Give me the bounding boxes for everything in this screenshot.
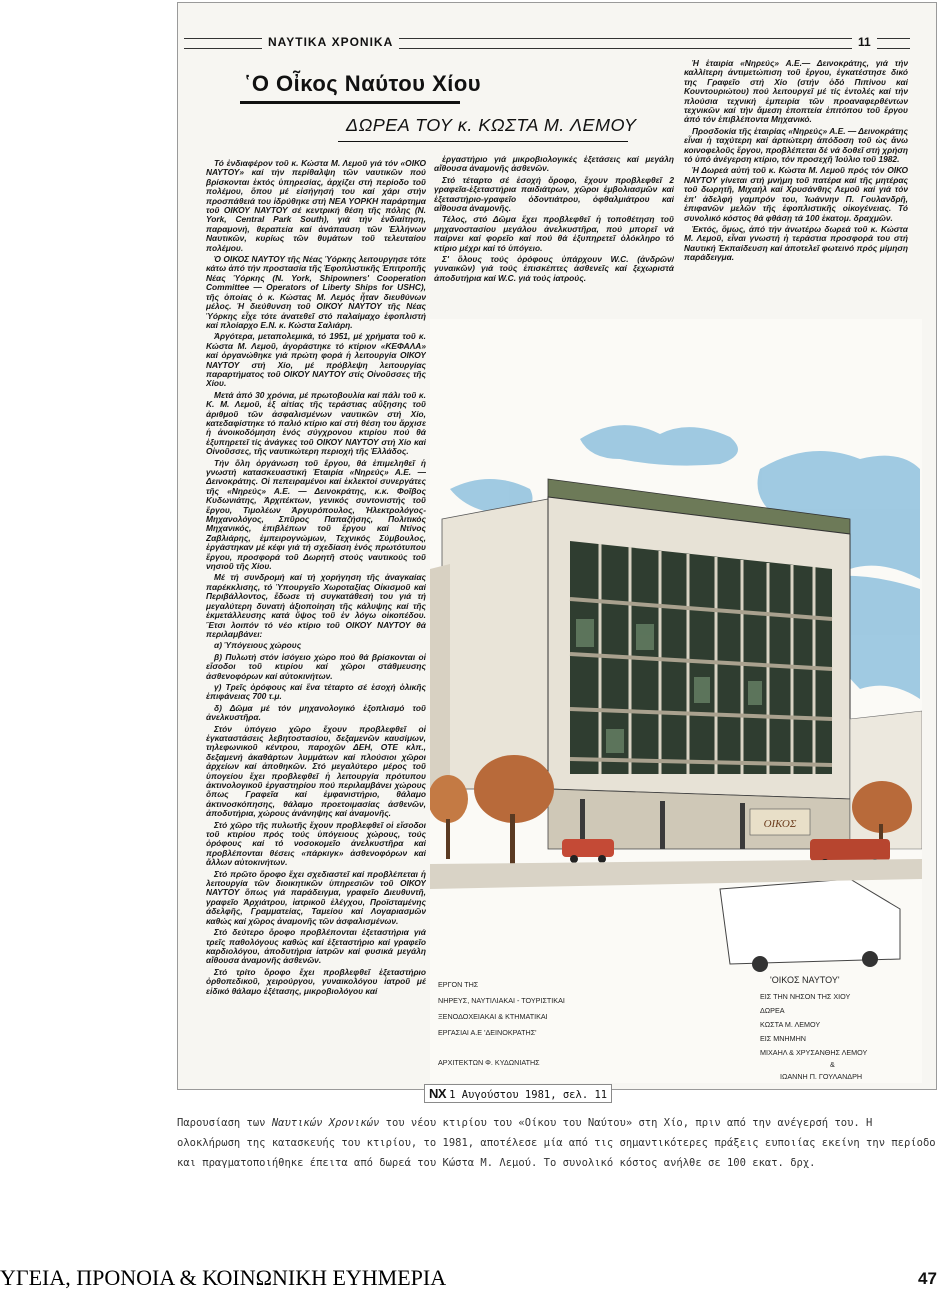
source-citation bbox=[424, 1084, 612, 1103]
drawing-label: ΝΗΡΕΥΣ, ΝΑΥΤΙΛΙΑΚΑΙ - ΤΟΥΡΙΣΤΙΚΑΙ bbox=[438, 996, 565, 1005]
footer-section-title: ΥΓΕΙΑ, ΠΡΟΝΟΙΑ & ΚΟΙΝΩΝΙΚΗ ΕΥΗΜΕΡΙΑ bbox=[0, 1265, 447, 1290]
figure-caption bbox=[177, 1113, 937, 1173]
article-column-left bbox=[206, 159, 426, 1087]
drawing-label: & bbox=[830, 1060, 835, 1069]
nx-logo: NX bbox=[429, 1086, 447, 1101]
citation-text: 1 Αυγούστου 1981, σελ. 11 bbox=[449, 1089, 608, 1101]
paragraph: Τήν ὅλη ὀργάνωση τοῦ ἔργου, θά ἐπιμεληθεῖ ἡ γνωστή κατασκευαστική Ἑταιρία «Νηρεύς» Α.Ε. — Δεινοκράτης. Οἱ πεπειραμένοι καί ἐκλεκτοί συνεργάτες τῆς «Νηρεύς» Α.Ε. — Δεινοκράτης, κ.κ. Φοῖβος Κυδωνιάτης, Ἀρχιτέκτων, γενικός συντονιστής τοῦ ἔργου, Τιμολέων Ἀργυρόπουλος, Ἠλεκτρολόγος-Μηχανολόγος, Σπῦρος Παπαζήσης, Πολιτικός Μηχανικός, ἐπιβλέπων τοῦ ἔργου καί Ντίνος Ζαβλιάρης, ἐμπειρογνώμων, Τεχνικός Σύμβουλος, ἐργάστηκαν μέ κέφι γιά τή σχεδίαση ἑνός πρωτότυπου ἔργου, προσφορά τοῦ Δωρητῆ στούς ναυτικούς τοῦ νησιοῦ τῆς Χίου. bbox=[206, 457, 426, 572]
entrance-sign-text: ΟΙΚΟΣ bbox=[763, 818, 797, 830]
subhead-rule bbox=[338, 141, 628, 142]
building-illustration bbox=[430, 319, 922, 1083]
drawing-label: ΕΙΣ ΜΝΗΜΗΝ bbox=[760, 1034, 806, 1043]
paragraph: Προσδοκία τῆς ἑταιρίας «Νηρεύς» Α.Ε. — Δεινοκράτης εἶναι ἡ ταχύτερη καί ἀρτιώτερη ἀπόδοση τοῦ ὡς ἄνω κοινοφελοῦς ἔργου, προβλέπεται δέ νά δοθεῖ στή χρήση τό ὑπό ἀνέγερση κτίριο, τόν προσεχῆ Ἰούλιο τοῦ 1982. bbox=[684, 125, 908, 165]
paragraph: Ἡ ἑταιρία «Νηρεύς» Α.Ε.— Δεινοκράτης, γιά τήν καλλίτερη ἀντιμετώπιση τοῦ ἔργου, ἐγκατέστησε δικό της Γραφεῖο στή Χίο (στήν ὁδό Πιπίνου καί Κουντουριώτου) πού λειτουργεῖ μέ τίς ἐντολές καί τήν πλούσια τεχνική ἐμπειρία τῶν προαναφερθέντων τεχνικῶν καί τήν ἄμεση ἐποπτεία ἐπιτόπου τοῦ ἔργου ἀπό τόν ἐπιβλέποντα Μηχανικό. bbox=[684, 59, 908, 125]
footer-page-number: 47 bbox=[918, 1269, 937, 1288]
window-grid bbox=[570, 541, 832, 774]
drawing-label: 'ΟΙΚΟΣ ΝΑΥΤΟΥ' bbox=[770, 975, 840, 985]
list-item: γ) Τρεῖς ὀρόφους καί ἕνα τέταρτο σέ ἐσοχή ὁλικῆς ἐπιφάνειας 700 τ.μ. bbox=[206, 681, 426, 702]
drawing-label: ΚΩΣΤΑ Μ. ΛΕΜΟΥ bbox=[760, 1020, 821, 1029]
car bbox=[720, 879, 900, 972]
article-headline: ῾Ο Οἶκος Ναύτου Χίου bbox=[244, 71, 482, 96]
drawing-label: ΕΡΓΟΝ ΤΗΣ bbox=[438, 980, 479, 989]
article-column-right bbox=[684, 59, 908, 299]
drawing-label: ΙΩΑΝΝΗ Π. ΓΟΥΛΑΝΔΡΗ bbox=[780, 1072, 863, 1081]
article-column-middle bbox=[434, 155, 674, 305]
paragraph: Στόν ὑπόγειο χῶρο ἔχουν προβλεφθεῖ οἱ ἐγκαταστάσεις λεβητοστασίου, δεξαμενῶν καυσίμων, τηλεφωνικοῦ κέντρου, παροχῶν ΔΕΗ, ΟΤΕ κλπ., δεξαμενή ἀκαθάρτων λυμμάτων καί πλούσιοι χῶροι ἀρχείων καί ἀποθηκῶν. Στό μεγαλύτερο μέρος τοῦ ὑπογείου ἔχει προβλεφθεῖ ἡ λειτουργία πρότυπου ἀκτινολογικοῦ ἐργαστηρίου πού περιλαμβάνει χώρους ὅπως Γραφεῖα καί ἐμφανιστήριο, θάλαμο ἀκτινοσκόπησης, θάλαμο προετοιμασίας ἀσθενῶν, ἀποδυτήρια, χώρους ἀνάνηψης καί ἀναμονῆς. bbox=[206, 723, 426, 819]
caption-part: του νέου κτιρίου του «Οίκου του Ναύτου» στη Χίο, πριν από την ανέγερσή του. Η ολοκλήρωση της κατασκευής του κτιρίου, το 1981, αποτέλεσε μία από τις σημαντικότερες πράξεις ευποιίας εκείνη την περίοδο και πραγματοποιήθηκε έπειτα από δωρεά του Κώστα Μ. Λεμού. Το συνολικό κόστος ανήλθε σε 100 εκατ. δρχ. bbox=[177, 1117, 936, 1169]
paragraph: Μετά ἀπό 30 χρόνια, μέ πρωτοβουλία καί πάλι τοῦ κ. Κ. Μ. Λεμοῦ, ἐξ αἰτίας τῆς τεράστιας αὔξησης τοῦ ἀριθμοῦ τῶν ἀσφαλισμένων ναυτικῶν στή Χίο, κατεδαφίστηκε τό παλιό κτίριο καί στή θέση του ἄρχισε ἡ ἀνοικοδόμηση ἑνός σύγχρονου κτιρίου πού θά ἐξυπηρετεῖ τίς ἀνάγκες τοῦ ΟΙΚΟΥ ΝΑΥΤΟΥ στή Χίο καί Οἰνοῦσσες, τῆς ναυτικώτερη περιοχή τῆς Ἑλλάδος. bbox=[206, 389, 426, 457]
side-wall bbox=[442, 499, 548, 789]
list-item: β) Πυλωτή στόν ἰσόγειο χώρο πού θά βρίσκονται οἱ εἴσοδοι τοῦ κτιρίου καί χῶροι στάθμευσης ἀσθενοφόρων καί αὐτοκινήτων. bbox=[206, 651, 426, 681]
newspaper-clipping bbox=[177, 2, 937, 1090]
entrance-sign bbox=[750, 809, 810, 835]
article-subhead: ΔΩΡΕΑ ΤΟΥ κ. ΚΩΣΤΑ Μ. ΛΕΜΟΥ bbox=[346, 115, 637, 135]
drawing-label: ΔΩΡΕΑ bbox=[760, 1006, 785, 1015]
masthead bbox=[184, 35, 910, 51]
drawing-label: ΞΕΝΟΔΟΧΕΙΑΚΑΙ & ΚΤΗΜΑΤΙΚΑΙ bbox=[438, 1012, 548, 1021]
drawing-label: ΑΡΧΙΤΕΚΤΩΝ Φ. ΚΥΔΩΝΙΑΤΗΣ bbox=[438, 1058, 540, 1067]
section-title: ΝΑΥΤΙΚΑ ΧΡΟΝΙΚΑ bbox=[262, 35, 399, 49]
drawing-label: ΕΙΣ ΤΗΝ ΝΗΣΟΝ ΤΗΣ ΧΙΟΥ bbox=[760, 992, 851, 1001]
caption-part: Παρουσίαση των bbox=[177, 1117, 272, 1129]
paragraph: Μέ τή συνδρομή καί τή χορήγηση τῆς ἀναγκαίας παρέκκλισης, τό Ὑπουργεῖο Χωροταξίας Οἰκισμοῦ καί Περιβάλλοντος, ἔδωσε τή συγκατάθεσή του γιά τή μεγαλύτερη δυνατή ἀξιοποίηση τῆς κάλυψης καί τῆς ἐκμετάλλευσης κατά ὕψος τοῦ ἐν λόγω οἰκοπέδου. Ἔτσι λοιπόν τό νέο κτίριο τοῦ ΟΙΚΟΥ ΝΑΥΤΟΥ θά περιλαμβάνει: bbox=[206, 572, 426, 639]
caption-publication: Ναυτικών Χρονικών bbox=[271, 1117, 380, 1129]
paragraph: Στό χῶρο τῆς πυλωτῆς ἔχουν προβλεφθεῖ οἱ εἴσοδοι τοῦ κτιρίου πρός τούς ὑπόγειους χώρους, τούς ὀρόφους καί τό νοσοκομεῖο ἀνελκυστῆρα καί προβλέπονται θέσεις «πάρκιγκ» ἀσθενοφόρων καί ἄλλων αὐτοκινήτων. bbox=[206, 819, 426, 868]
paragraph: ἐργαστήριο γιά μικροβιολογικές ἐξετάσεις καί μεγάλη αἴθουσα ἀναμονῆς ἀσθενῶν. bbox=[434, 155, 674, 174]
paragraph: Στό δεύτερο ὄροφο προβλέπονται ἐξεταστήρια γιά τρεῖς παθολόγους καθώς καί ἐξεταστήριο καί γραφεῖο καρδιολόγου, ἀποδυτήρια ἰατρῶν καί φυσικά μεγάλη αἴθουσα ἀναμονῆς ἀσθενῶν. bbox=[206, 927, 426, 966]
paragraph: Ἀργότερα, μεταπολεμικά, τό 1951, μέ χρήματα τοῦ κ. Κώστα Μ. Λεμοῦ, ἀγοράστηκε τό κτίριον «ΚΕΦΑΛΑ» καί ὀργανώθηκε γιά πρώτη φορά ἡ λειτουργία ΟΙΚΟΥ ΝΑΥΤΟΥ στή Χίο, μέ πρόβλεψη λειτουργίας παραρτήματος τοῦ ΟΙΚΟΥ ΝΑΥΤΟΥ στίς Οἰνοῦσσες τῆς Χίου. bbox=[206, 331, 426, 389]
clipping-page-number: 11 bbox=[852, 35, 877, 49]
paragraph: Ἐκτός, ὅμως, ἀπό τήν ἀνωτέρω δωρεά τοῦ κ. Κώστα Μ. Λεμοῦ, εἶναι γνωστή ἡ τεράστια προσφορά του στή Ναυτική Ἐκπαίδευση καί ἀποτελεῖ φωτεινό πρός μίμηση παράδειγμα. bbox=[684, 223, 908, 263]
drawing-label: ΕΡΓΑΣΙΑΙ Α.Ε 'ΔΕΙΝΟΚΡΑΤΗΣ' bbox=[438, 1028, 537, 1037]
paragraph: Τέλος, στό Δῶμα ἔχει προβλεφθεῖ ἡ τοποθέτηση τοῦ μηχανοστασίου μεγάλου ἀνελκυστῆρα, πού μπορεῖ νά παίρνει καί φορεῖο καί πού θά ἐξυπηρετεῖ ὁλόκληρο τό κτίριο μέχρι καί τό ὑπόγειο. bbox=[434, 214, 674, 253]
headline-rule bbox=[240, 101, 460, 104]
list-item: α) Ὑπόγειους χώρους bbox=[214, 640, 302, 651]
paragraph: Ὁ ΟΙΚΟΣ ΝΑΥΤΟΥ τῆς Νέας Ὑόρκης λειτουργησε τότε κάτω ἀπό τήν προστασία τῆς Ἐφοπλιστικῆς Ἐπιτροπῆς Νέας Ὑόρκης (Ν. York, Shipowners' Cooperation Committee — Operators of Liberty Ships for USHC), τῆς ὁποίας ὁ κ. Κώστας Μ. Λεμός ἦταν διευθύνων μέλος. Ἡ διεύθυνση τοῦ ΟΙΚΟΥ ΝΑΥΤΟΥ τῆς Νέας Ὑόρκης εἶχε τότε ἀνατεθεῖ στό παλαίμαχο ἐφοπλιστή καί πλοίαρχο Ε.Ν. κ. Κώστα Σαλιάρη. bbox=[206, 254, 426, 330]
paragraph: Τό ἐνδιαφέρον τοῦ κ. Κώστα Μ. Λεμοῦ γιά τόν «ΟΙΚΟ ΝΑΥΤΟΥ» καί τήν περίθαλψη τῶν ναυτικῶν πού βρίσκονται ἐκτός ὑπηρεσίας, ἀρχίζει στή περίοδο τοῦ πολέμου, ὅπου μέ εἰσήγησή του καί χάρι στήν προσπάθειά του ἱδρύθηκε στή ΝΕΑ ΥΟΡΚΗ παράρτημα τοῦ ΟΙΚΟΥ ΝΑΥΤΟΥ σέ κεντρική θέση τῆς πόλης (Ν. York, Central Park South), γιά τήν ἐνδιαίτηση, παραμονή, θεραπεία καί ἀνάπαυση τῶν Ἑλλήνων Ναυτικῶν, κυρίως τῶν θυμάτων τοῦ τελευταίου πολέμου. bbox=[206, 159, 426, 253]
list-item: δ) Δῶμα μέ τόν μηχανολογικό ἐξοπλισμό τοῦ ἀνελκυστῆρα. bbox=[206, 702, 426, 723]
drawing-label: ΜΙΧΑΗΛ & ΧΡΥΣΑΝΘΗΣ ΛΕΜΟΥ bbox=[760, 1048, 868, 1057]
paragraph: Στό τέταρτο σέ ἐσοχή ὄροφο, ἔχουν προβλεφθεῖ 2 γραφεῖα-ἐξεταστήρια παιδιάτρων, χῶροι ἐμβολιασμῶν καί ἐξεταστήριο-γραφεῖο ὀδοντιάτρου, ὀφθαλμιάτρου καί αἴθουσα ἀναμονῆς. bbox=[434, 174, 674, 214]
paragraph: Στό πρῶτο ὄροφο ἔχει σχεδιαστεῖ καί προβλέπεται ἡ λειτουργία τῶν διοικητικῶν ὑπηρεσιῶν τοῦ ΟΙΚΟΥ ΝΑΥΤΟΥ ὅπως γιά παράδειγμα, γραφεῖο Διευθυντῆ, γραφεῖο Ἀρχιάτρου, ἰατρικοῦ ἐλέγχου, Προϊσταμένης ἀδελφῆς, Γραμματείας, Ταμείου καί Λογαριασμῶν καθώς καί χῶρος ἀναμονῆς τῶν ἀσφαλισμένων. bbox=[206, 868, 426, 926]
paragraph: Σ' ὅλους τούς ὀρόφους ὑπάρχουν W.C. (ἀνδρῶν/γυναικῶν) γιά τούς ἐπισκέπτες ἀσθενεῖς καί ξεχωριστά ἀποδυτήρια καί W.C. γιά τούς ἰατρούς. bbox=[434, 254, 674, 283]
side-wall-shadow bbox=[430, 564, 450, 789]
paragraph: Στό τρίτο ὄροφο ἔχει προβλεφθεῖ ἐξεταστήριο ὀρθοπεδικοῦ, χειρούργου, γυναικολόγου ἰατροῦ μέ εἰδικό θάλαμο ἐξέτασης, μικροβιολόγου καί bbox=[206, 966, 426, 996]
paragraph: Ἡ Δωρεά αὐτή τοῦ κ. Κώστα Μ. Λεμοῦ πρός τόν ΟΙΚΟ ΝΑΥΤΟΥ γίνεται στή μνήμη τοῦ πατέρα καί τῆς μητέρας τοῦ δωρητῆ, Μιχαήλ καί Χρυσάνθης Λεμοῦ καί γιά τόν ἐπ' ἀδελφή γαμπρόν του, Ἰωάννην Π. Γουλανδρῆ, ἐπιφανῶν μελῶν τῆς ἐφοπλιστικῆς οἰκογένειας. Τό συνολικό κόστος θά φθάσῃ τά 100 ἑκατομ. δραχμῶν. bbox=[684, 165, 908, 223]
